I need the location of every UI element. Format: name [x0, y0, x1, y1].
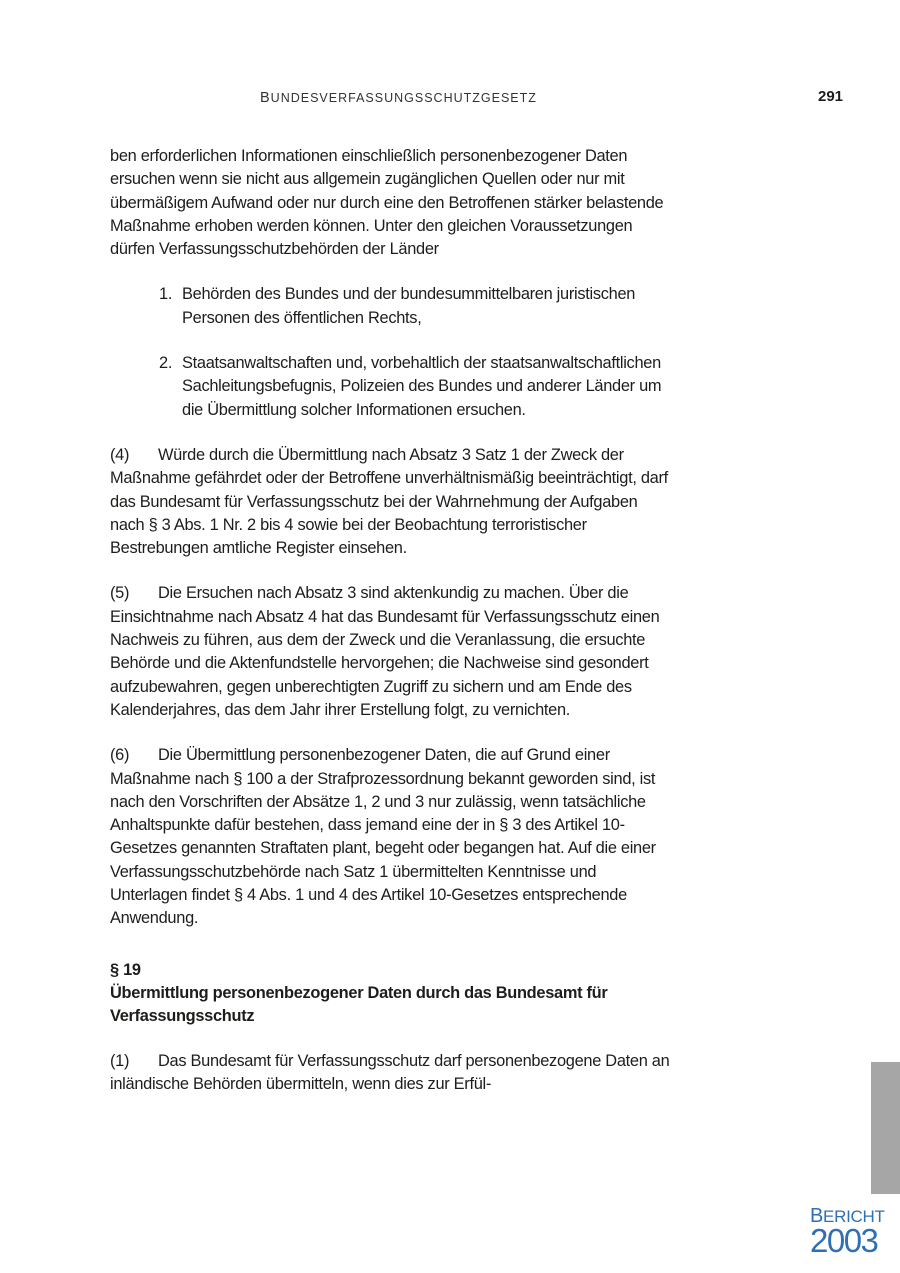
list-item-number: 2.	[159, 354, 173, 373]
list-item-number: 1.	[159, 285, 173, 304]
brand-year: 2003	[810, 1222, 878, 1259]
paragraph-5	[110, 582, 675, 722]
list-item-text: Staatsanwaltschaften und, vorbehaltlich der staatsanwaltschaftlichen Sachleitungsbefugnis, Polizeien des Bundes und anderer Länder um die Übermittlung solcher Informationen ersuchen.	[182, 354, 662, 419]
page-number: 291	[818, 88, 844, 105]
running-title	[260, 90, 537, 106]
section-title: Übermittlung personenbezogener Daten durch das Bundesamt für Verfassungsschutz	[110, 983, 608, 1025]
brand-word-rest: ERICHT	[823, 1207, 885, 1226]
paragraph-6	[110, 744, 675, 930]
section-number: § 19	[110, 960, 141, 979]
running-head	[0, 90, 900, 110]
paragraph-text: Das Bundesamt für Verfassungsschutz darf personenbezogene Daten an inländische Behörden übermitteln, wenn dies zur Erfül-	[110, 1051, 670, 1093]
paragraph-number: (5)	[110, 584, 130, 603]
paragraph-text: Die Übermittlung personenbezogener Daten, die auf Grund einer Maßnahme nach § 100 a der Strafprozessordnung bekannt geworden sind, ist nach den Vorschriften der Absätze 1, 2 und 3 nur zulässig, wenn tatsächliche Anhaltspunkte dafür bestehen, dass jemand eine der in § 3 des Artikel 10-Gesetzes genannten Straftaten plant, begeht oder begangen hat. Auf die einer Verfassungsschutzbehörde nach Satz 1 übermittelten Kenntnisse und Unterlagen findet § 4 Abs. 1 und 4 des Artikel 10-Gesetzes entsprechende Anwendung.	[110, 746, 656, 928]
running-title-cap: B	[260, 90, 271, 106]
list-item-text: Behörden des Bundes und der bundesummittelbaren juristischen Personen des öffentlichen Rechts,	[182, 285, 636, 327]
running-title-rest: UNDESVERFASSUNGSSCHUTZGESETZ	[270, 91, 537, 105]
list-item	[110, 352, 675, 422]
section-heading	[110, 959, 675, 1028]
paragraph-number: (1)	[110, 1051, 130, 1070]
paragraph-1	[110, 1050, 675, 1097]
side-tab	[871, 1062, 900, 1194]
list-item	[110, 283, 675, 330]
intro-paragraph: ben erforderlichen Informationen einschließlich personenbezogener Daten ersuchen wenn sie nicht aus allgemein zugänglichen Quellen oder nur mit übermäßigem Aufwand oder nur durch eine den Betroffenen stärker belastende Maßnahme erhoben werden können. Unter den gleichen Voraussetzungen dürfen Verfassungsschutzbehörden der Länder	[110, 147, 664, 259]
paragraph-number: (6)	[110, 746, 130, 765]
paragraph-4	[110, 444, 675, 560]
enumerated-list	[110, 283, 675, 421]
paragraph-number: (4)	[110, 445, 130, 464]
paragraph-text: Die Ersuchen nach Absatz 3 sind aktenkundig zu machen. Über die Einsichtnahme nach Absatz 4 hat das Bundesamt für Verfassungsschutz einen Nachweis zu führen, aus dem der Zweck und die Veranlassung, die ersuchte Behörde und die Aktenfundstelle hervorgehen; die Nachweise sind gesondert aufzubewahren, gegen unberechtigten Zugriff zu sichern und am Ende des Kalenderjahres, das dem Jahr ihrer Erstellung folgt, zu vernichten.	[110, 584, 660, 719]
paragraph-text: Würde durch die Übermittlung nach Absatz 3 Satz 1 der Zweck der Maßnahme gefährdet oder der Betroffene unverhältnismäßig beeinträchtigt, darf das Bundesamt für Verfassungsschutz bei der Wahrnehmung der Aufgaben nach § 3 Abs. 1 Nr. 2 bis 4 sowie bei der Beobachtung terroristischer Bestrebungen amtliche Register einsehen.	[110, 445, 668, 558]
brand-logo	[810, 1205, 890, 1259]
brand-word-cap: B	[810, 1205, 824, 1227]
body-text	[110, 145, 675, 1118]
